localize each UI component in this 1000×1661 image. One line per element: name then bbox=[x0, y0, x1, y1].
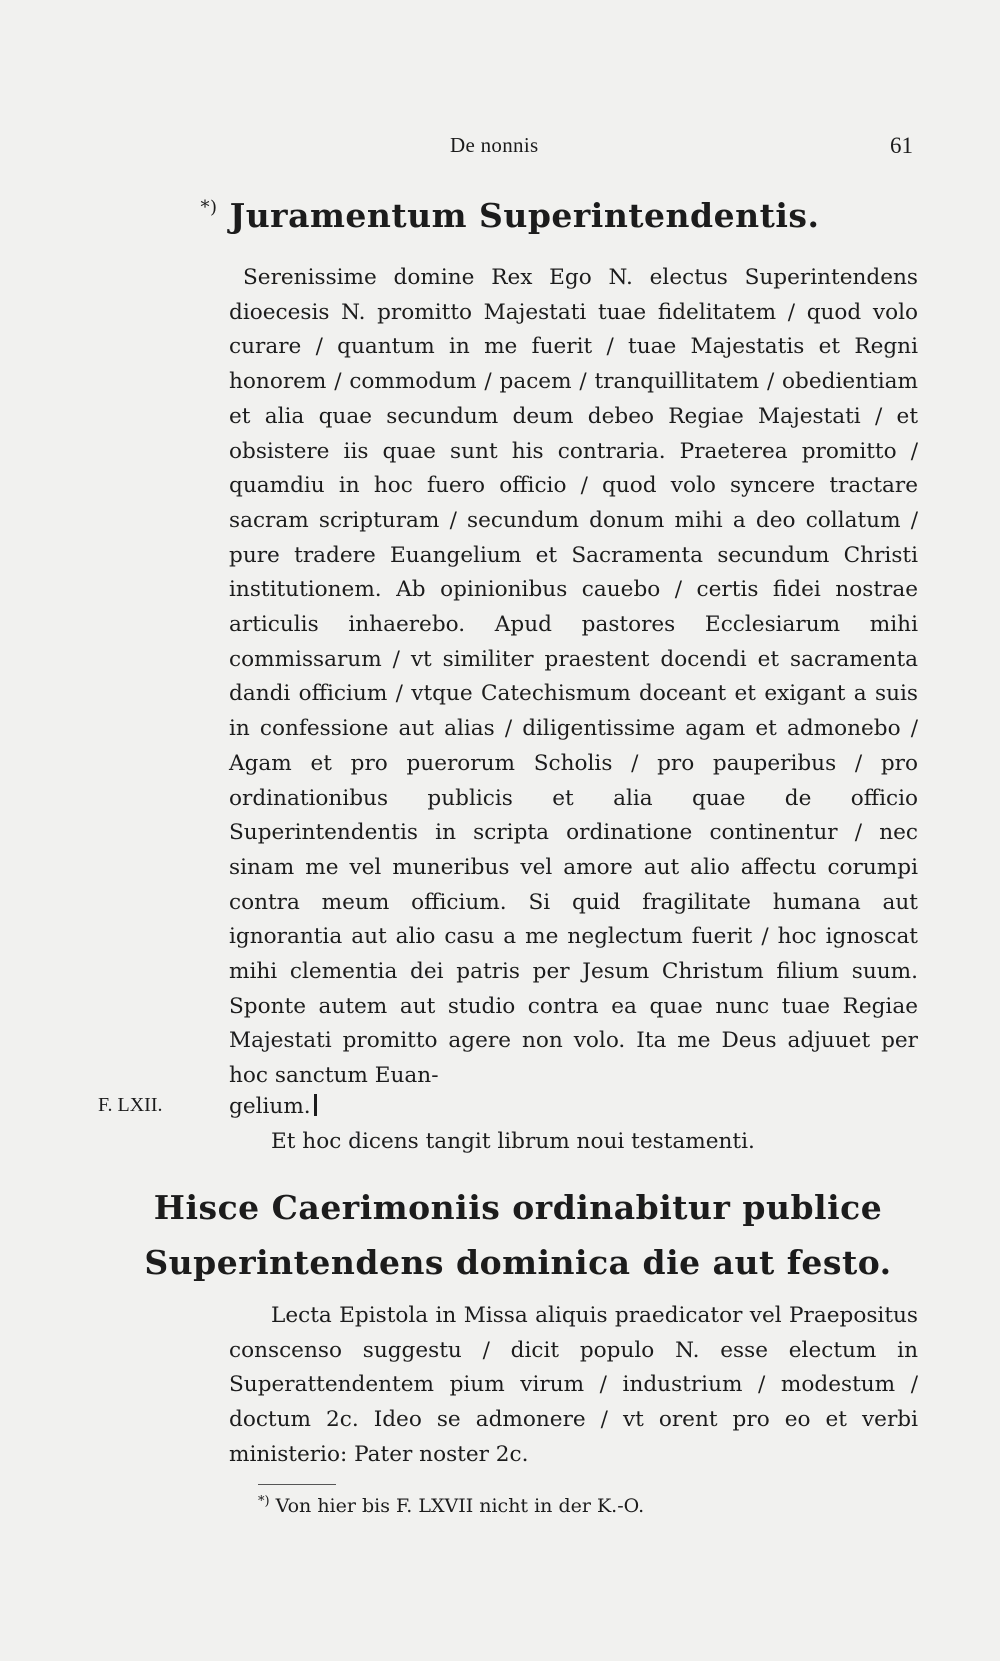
folio-break-mark bbox=[314, 1094, 317, 1116]
ceremony-paragraph: Lecta Epistola in Missa aliquis praedicator vel Praepositus conscenso suggestu / dicit populo N. esse electum in Superattendentem pium virum / industrium / modestum / doctum 2c. Ideo se admonere / vt orent pro eo et verbi ministerio: Pater noster 2c. bbox=[229, 1303, 918, 1467]
oath-last-line bbox=[229, 1094, 317, 1119]
oath-last-word: gelium. bbox=[229, 1094, 311, 1119]
section-heading-juramentum bbox=[0, 196, 1000, 235]
footnote-rule bbox=[258, 1484, 336, 1485]
running-title: De nonnis bbox=[450, 133, 539, 157]
section-heading-text: Juramentum Superintendentis. bbox=[229, 196, 820, 235]
margin-folio-note: F. LXII. bbox=[98, 1094, 163, 1116]
oath-paragraph: Serenissime domine Rex Ego N. electus Superintendens dioecesis N. promitto Majestati tuae fidelitatem / quod volo curare / quantum in me fuerit / tuae Majestatis et Regni honorem / commodum / pacem / tranquillitatem / obedientiam et alia quae secundum deum debeo Regiae Majestati / et obsistere iis quae sunt his contraria. Praeterea promitto / quamdiu in hoc fuero officio / quod volo syncere tractare sacram scripturam / secundum donum mihi a deo collatum / pure tradere Euangelium et Sacramenta secundum Christi institutionem. Ab opinionibus cauebo / certis fidei nostrae articulis inhaerebo. Apud pastores Ecclesiarum mihi commissarum / vt similiter praestent docendi et sacramenta dandi officium / vtque Catechismum doceant et exigant a suis in confessione aut alias / diligentissime agam et admonebo / Agam et pro puerorum Scholis / pro pauperibus / pro ordinationibus publicis et alia quae de officio Superintendentis in scripta ordinatione continentur / nec sinam me vel muneribus vel amore aut alio affectu corumpi contra meum officium. Si quid fragilitate humana aut ignorantia aut alio casu a me neglectum fuerit / hoc ignoscat mihi clementia dei patris per Jesum Christum filium suum. Sponte autem aut studio contra ea quae nunc tuae Regiae Majestati promitto agere non volo. Ita me Deus adjuuet per hoc sanctum Euan- bbox=[229, 265, 918, 1089]
section-heading-caerimoniis-line2: Superintendens dominica die aut festo. bbox=[144, 1243, 892, 1282]
running-head bbox=[0, 133, 1000, 163]
section-heading-caerimoniis-line1: Hisce Caerimoniis ordinabitur publice bbox=[153, 1188, 883, 1227]
rubric-line: Et hoc dicens tangit librum noui testamenti. bbox=[271, 1129, 755, 1154]
footnote-mark: *) bbox=[258, 1494, 270, 1509]
footnote-reference-mark: *) bbox=[200, 197, 218, 218]
footnote bbox=[258, 1494, 644, 1517]
footnote-text: Von hier bis F. LXVII nicht in der K.-O. bbox=[275, 1495, 645, 1517]
page-number: 61 bbox=[890, 133, 913, 158]
